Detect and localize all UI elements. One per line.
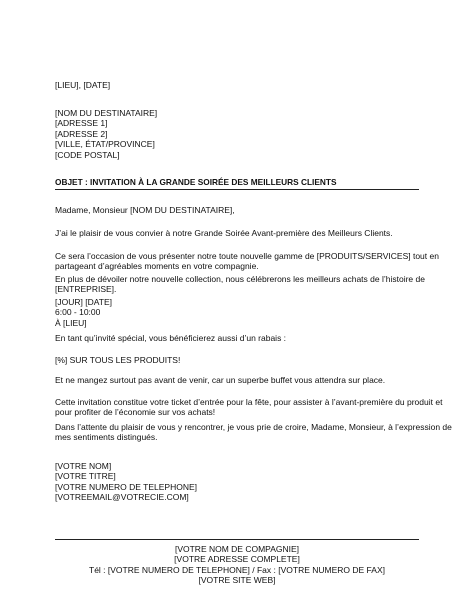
paragraph-line: En tant qu’invité spécial, vous bénéficierez aussi d’un rabais : — [55, 333, 287, 343]
paragraph-closing — [55, 422, 452, 443]
paragraph-line: J’ai le plaisir de vous convier à notre Grande Soirée Avant-première des Meilleurs Clients. — [55, 228, 393, 238]
event-date: [JOUR] [DATE] — [55, 297, 112, 307]
subject-text: OBJET : INVITATION À LA GRANDE SOIRÉE DES MEILLEURS CLIENTS — [55, 177, 337, 187]
paragraph-line: partageant d’agréables moments en votre compagnie. — [55, 261, 259, 272]
signature-phone: [VOTRE NUMERO DE TELEPHONE] — [55, 481, 198, 492]
event-location: À [LIEU] — [55, 317, 87, 328]
recipient-address — [55, 108, 421, 160]
recipient-name: [NOM DU DESTINATAIRE] — [55, 108, 158, 118]
footer-phone-fax: Tél : [VOTRE NUMERO DE TELEPHONE] / Fax : [VOTRE NUMERO DE FAX] — [89, 564, 385, 575]
footer-company-name: [VOTRE NOM DE COMPAGNIE] — [174, 544, 300, 554]
subject-line — [55, 177, 421, 187]
paragraph-collection — [55, 274, 425, 295]
footer-website: [VOTRE SITE WEB] — [198, 575, 276, 586]
paragraph-discount — [55, 355, 421, 365]
paragraph-line: [%] SUR TOUS LES PRODUITS! — [55, 355, 181, 365]
recipient-address-1: [ADRESSE 1] — [55, 118, 108, 129]
paragraph-discount-intro — [55, 333, 421, 343]
paragraph-presentation — [55, 251, 439, 272]
paragraph-line: En plus de dévoiler notre nouvelle collection, nous célébrerons les meilleurs achats de l’histoire de — [55, 274, 425, 284]
place-date — [55, 80, 421, 90]
paragraph-invitation — [55, 228, 421, 238]
paragraph-line: Cette invitation constitue votre ticket d’entrée pour la fête, pour assister à l’avant-première du produit et — [55, 397, 443, 407]
signature-title: [VOTRE TITRE] — [55, 471, 116, 482]
salutation-text: Madame, Monsieur [NOM DU DESTINATAIRE], — [55, 205, 235, 215]
event-time: 6:00 - 10:00 — [55, 307, 101, 318]
signature-name: [VOTRE NOM] — [55, 461, 112, 471]
subject-divider — [55, 189, 419, 190]
paragraph-line: Dans l’attente du plaisir de vous y rencontrer, je vous prie de croire, Madame, Monsieur, à l’expression de — [55, 422, 452, 432]
recipient-postal-code: [CODE POSTAL] — [55, 149, 120, 160]
paragraph-line: pour profiter de l’économie sur vos achats! — [55, 407, 216, 418]
paragraph-line: Ce sera l’occasion de vous présenter notre toute nouvelle gamme de [PRODUITS/SERVICES] tout en — [55, 251, 439, 261]
footer-divider — [55, 539, 419, 540]
footer-address: [VOTRE ADRESSE COMPLETE] — [174, 554, 300, 565]
recipient-address-2: [ADRESSE 2] — [55, 128, 108, 139]
paragraph-line: Et ne mangez surtout pas avant de venir, car un superbe buffet vous attendra sur place. — [55, 375, 386, 385]
signature-block — [55, 461, 421, 503]
place-date-line: [LIEU], [DATE] — [55, 80, 111, 90]
recipient-city: [VILLE, ÉTAT/PROVINCE] — [55, 139, 155, 150]
paragraph-ticket — [55, 397, 443, 418]
paragraph-line: [ENTREPRISE]. — [55, 284, 117, 295]
signature-email: [VOTREEMAIL@VOTRECIE.COM] — [55, 492, 189, 503]
event-details — [55, 297, 421, 328]
paragraph-buffet — [55, 375, 421, 385]
salutation — [55, 205, 421, 215]
company-footer — [55, 544, 419, 586]
paragraph-line: mes sentiments distingués. — [55, 432, 158, 443]
